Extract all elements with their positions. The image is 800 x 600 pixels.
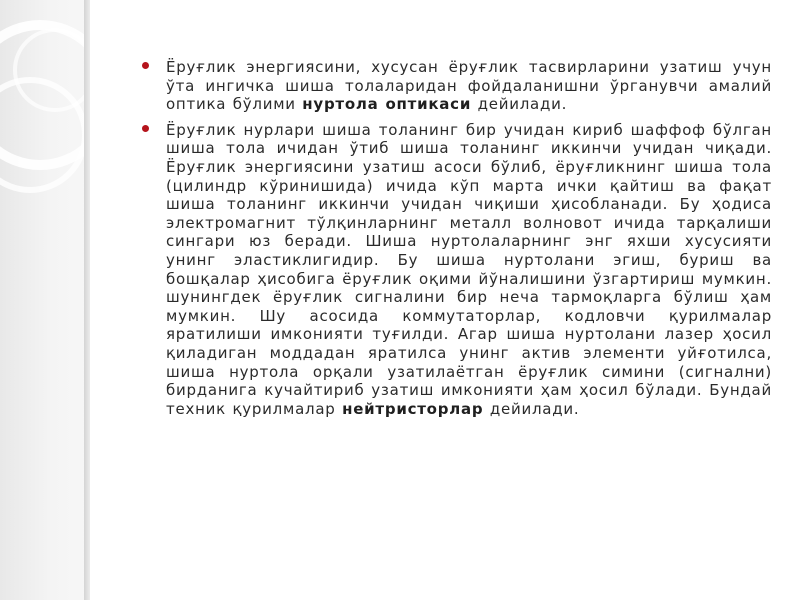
left-decorative-panel xyxy=(0,0,90,600)
bullet-text xyxy=(166,58,772,114)
bullet-dot-icon xyxy=(142,125,149,132)
bullet-dot-icon xyxy=(142,62,149,69)
slide-content xyxy=(140,58,772,425)
panel-edge xyxy=(84,0,90,600)
bullet-item xyxy=(140,58,772,114)
bullet-text xyxy=(166,121,772,419)
bullet-text-part: дейилади. xyxy=(483,399,580,418)
bullet-text-part: дейилади. xyxy=(471,95,568,114)
bold-term: нейтристорлар xyxy=(342,399,484,418)
bullet-text-part: Ёруғлик энергиясини, хусусан ёруғлик тасвирларини узатиш учун ўта ингичка шиша толаларидан фойдаланишни ўрганувчи амалий оптика бўлими xyxy=(166,58,772,114)
bullet-item xyxy=(140,121,772,419)
decorative-circles xyxy=(0,0,90,600)
bullet-text-part: Ёруғлик нурлари шиша толанинг бир учидан кириб шаффоф бўлган шиша тола ичидан ўтиб шиша толанинг иккинчи учидан чиқади. Ёруғлик энергиясини узатиш асоси бўлиб, ёруғликнинг шиша тола (цилиндр кўринишида) ичида кўп марта ички қайтиш ва фақат шиша толанинг иккинчи учидан чиқиши ҳисобланади. Бу ҳодиса электромагнит тўлқинларнинг металл волновот ичида тарқалиши сингари юз беради. Шиша нуртолаларнинг энг яхши хусусияти унинг эластиклигидир. Бу шиша нуртолани эгиш, буриш ва бошқалар ҳисобига ёруғлик оқими йўналишини ўзгартириш мумкин. шунингдек ёруғлик сигналини бир неча тармоқларга бўлиш ҳам мумкин. Шу асосида коммутаторлар, кодловчи қурилмалар яратилиши имконияти туғилди. Агар шиша нуртолани лазер ҳосил қиладиган моддадан яратилса унинг актив элементи уйғотилса, шиша нуртола орқали узатилаётган ёруғлик симини (сигнални) бирданига кучайтириб узатиш имконияти ҳам ҳосил бўлади. Бундай техник қурилмалар xyxy=(166,120,772,418)
bold-term: нуртола оптикаси xyxy=(302,95,472,114)
